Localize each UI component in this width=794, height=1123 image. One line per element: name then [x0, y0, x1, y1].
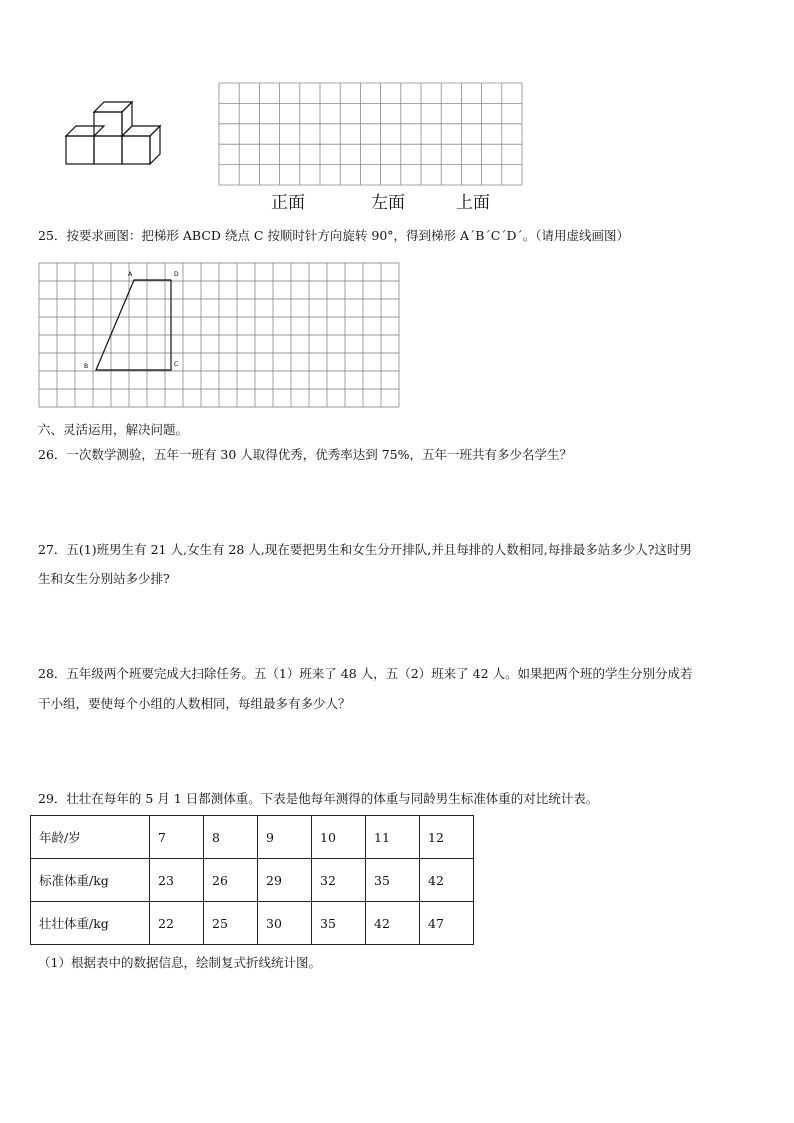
point-d-label: D	[174, 271, 179, 278]
table-cell: 47	[420, 902, 474, 945]
point-c-label: C	[174, 361, 179, 368]
table-cell: 年龄/岁	[31, 816, 150, 859]
table-cell: 42	[366, 902, 420, 945]
table-row-standard	[31, 859, 474, 902]
weight-comparison-table	[30, 815, 474, 945]
table-row-zhuangzhuang	[31, 902, 474, 945]
table-cell: 29	[258, 859, 312, 902]
front-view-label: 正面	[271, 193, 305, 213]
question-29-sub-1: （1）根据表中的数据信息，绘制复式折线统计图。	[38, 955, 321, 970]
question-28-line-2: 干小组，要使每个小组的人数相同，每组最多有多少人？	[38, 696, 351, 711]
question-26: 26．一次数学测验，五年一班有 30 人取得优秀，优秀率达到 75%，五年一班共有多少名学生？	[38, 447, 573, 462]
views-drawing-grid[interactable]	[218, 82, 528, 188]
question-28-line-1: 28．五年级两个班要完成大扫除任务。五（1）班来了 48 人，五（2）班来了 42 人。如果把两个班的学生分别分成若	[38, 666, 693, 681]
table-cell: 9	[258, 816, 312, 859]
table-cell: 32	[312, 859, 366, 902]
table-cell: 26	[204, 859, 258, 902]
trapezoid-abcd	[96, 280, 171, 370]
table-cell: 42	[420, 859, 474, 902]
grid-lines	[219, 83, 522, 185]
left-view-label: 左面	[371, 193, 405, 213]
cube-figure	[60, 98, 170, 170]
question-27-line-1: 27．五(1)班男生有 21 人,女生有 28 人,现在要把男生和女生分开排队,并且每排的人数相同,每排最多站多少人?这时男	[38, 542, 692, 557]
table-cell: 23	[150, 859, 204, 902]
section-6-title: 六、灵活运用，解决问题。	[38, 422, 189, 437]
table-cell: 25	[204, 902, 258, 945]
question-27-line-2: 生和女生分别站多少排?	[38, 571, 170, 586]
question-25: 25．按要求画图：把梯形 ABCD 绕点 C 按顺时针方向旋转 90°，得到梯形 A´B´C´D´。（请用虚线画图）	[38, 228, 630, 243]
table-cell: 12	[420, 816, 474, 859]
top-view-label: 上面	[456, 193, 490, 213]
table-cell: 壮壮体重/kg	[31, 902, 150, 945]
point-b-label: B	[84, 363, 89, 370]
table-cell: 22	[150, 902, 204, 945]
grid-lines	[39, 263, 399, 407]
table-cell: 35	[366, 859, 420, 902]
table-row-header	[31, 816, 474, 859]
table-cell: 11	[366, 816, 420, 859]
table-cell: 10	[312, 816, 366, 859]
table-cell: 30	[258, 902, 312, 945]
table-cell: 7	[150, 816, 204, 859]
point-a-label: A	[128, 271, 133, 278]
question-29: 29．壮壮在每年的 5 月 1 日都测体重。下表是他每年测得的体重与同龄男生标准体重的对比统计表。	[38, 791, 599, 806]
trapezoid-drawing-grid[interactable]	[38, 262, 400, 410]
table-cell: 8	[204, 816, 258, 859]
table-cell: 标准体重/kg	[31, 859, 150, 902]
table-cell: 35	[312, 902, 366, 945]
